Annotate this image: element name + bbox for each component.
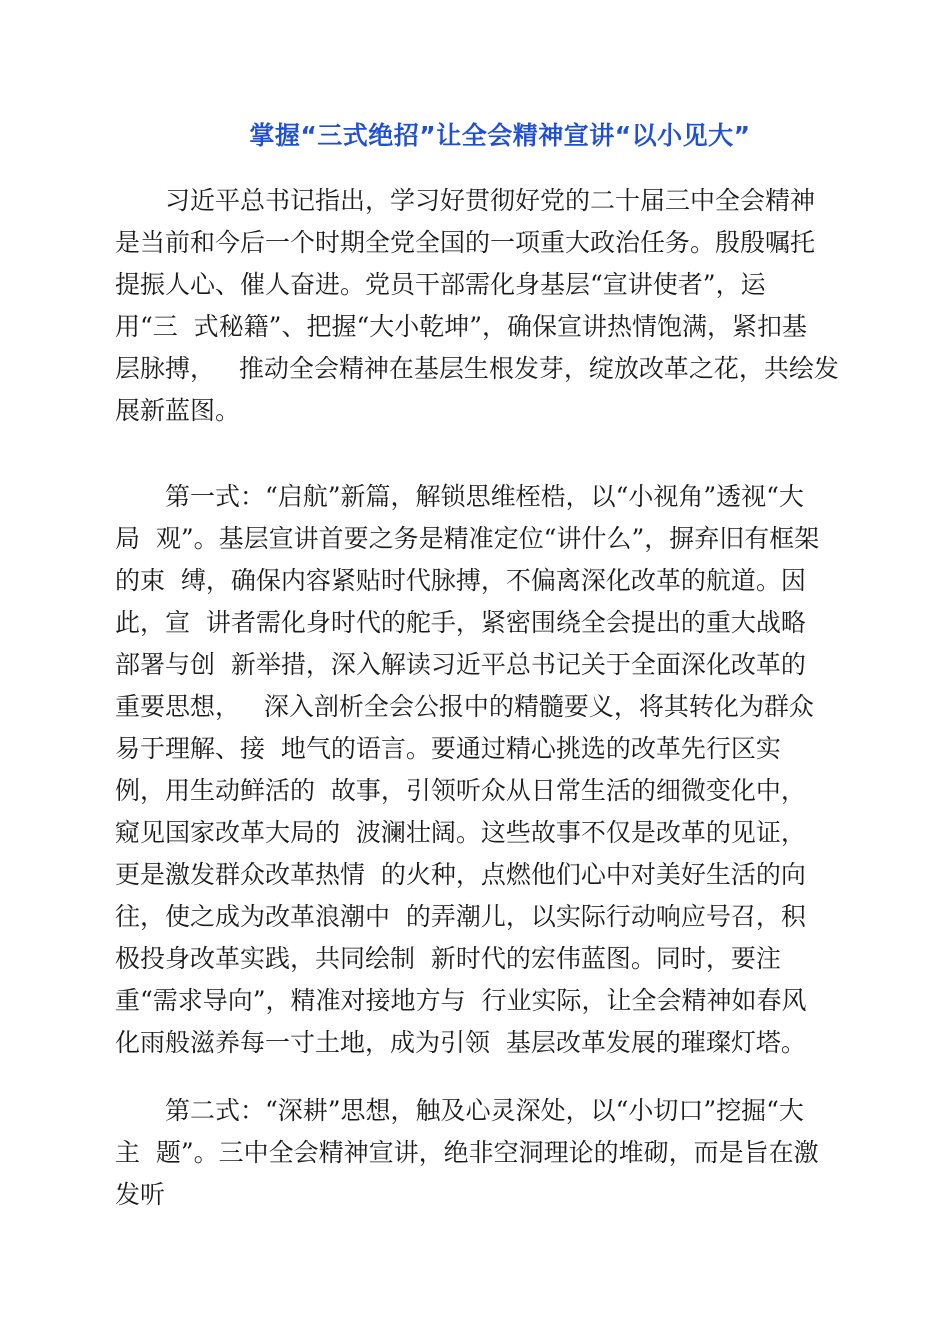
text-line: 用“三 式秘籍”、把握“大小乾坤”，确保宣讲热情饱满，紧扣基 — [115, 312, 808, 341]
text-line: 习近平总书记指出，学习好贯彻好党的二十届三中全会精神 — [165, 186, 816, 215]
text-line: 部署与创 新举措，深入解读习近平总书记关于全面深化改革的 — [115, 650, 806, 679]
text-line: 例，用生动鲜活的 故事，引领听众从日常生活的细微变化中， — [115, 776, 806, 805]
text-line: 发听 — [115, 1180, 166, 1209]
text-line: 主 题”。三中全会精神宣讲，绝非空洞理论的堆砌，而是旨在激 — [115, 1138, 819, 1167]
text-line: 的束 缚，确保内容紧贴时代脉搏，不偏离深化改革的航道。因 — [115, 566, 806, 595]
text-line: 此，宣 讲者需化身时代的舵手，紧密围绕全会提出的重大战略 — [115, 608, 806, 637]
text-line: 窥见国家改革大局的 波澜壮阔。这些故事不仅是改革的见证， — [115, 818, 806, 847]
text-line: 第一式：“启航”新篇，解锁思维桎梏，以“小视角”透视“大 — [165, 482, 804, 511]
text-line: 重要思想， 深入剖析全会公报中的精髓要义，将其转化为群众 — [115, 692, 814, 721]
text-line: 化雨般滋养每一寸土地，成为引领 基层改革发展的璀璨灯塔。 — [115, 1028, 806, 1057]
text-line: 极投身改革实践，共同绘制 新时代的宏伟蓝图。同时，要注 — [115, 944, 781, 973]
text-line: 层脉搏， 推动全会精神在基层生根发芽，绽放改革之花，共绘发 — [115, 354, 839, 383]
paragraph-2 — [115, 476, 845, 1064]
text-line: 提振人心、催人奋进。党员干部需化身基层“宣讲使者”，运 — [115, 270, 766, 299]
text-line: 更是激发群众改革热情 的火种，点燃他们心中对美好生活的向 — [115, 860, 806, 889]
text-line: 局 观”。基层宣讲首要之务是精准定位“讲什么”，摒弃旧有框架 — [115, 524, 820, 553]
text-line: 重“需求导向”，精准对接地方与 行业实际，让全会精神如春风 — [115, 986, 807, 1015]
paragraph-1 — [115, 180, 845, 432]
text-line: 易于理解、接 地气的语言。要通过精心挑选的改革先行区实 — [115, 734, 781, 763]
document-title: 掌握“三式绝招”让全会精神宣讲“以小见大” — [249, 121, 751, 150]
paragraph-3 — [115, 1090, 845, 1216]
text-line: 往，使之成为改革浪潮中 的弄潮儿，以实际行动响应号召，积 — [115, 902, 806, 931]
text-line: 展新蓝图。 — [115, 396, 241, 425]
text-line: 第二式：“深耕”思想，触及心灵深处，以“小切口”挖掘“大 — [165, 1096, 804, 1125]
text-line: 是当前和今后一个时期全党全国的一项重大政治任务。殷殷嘱托 — [115, 228, 816, 257]
